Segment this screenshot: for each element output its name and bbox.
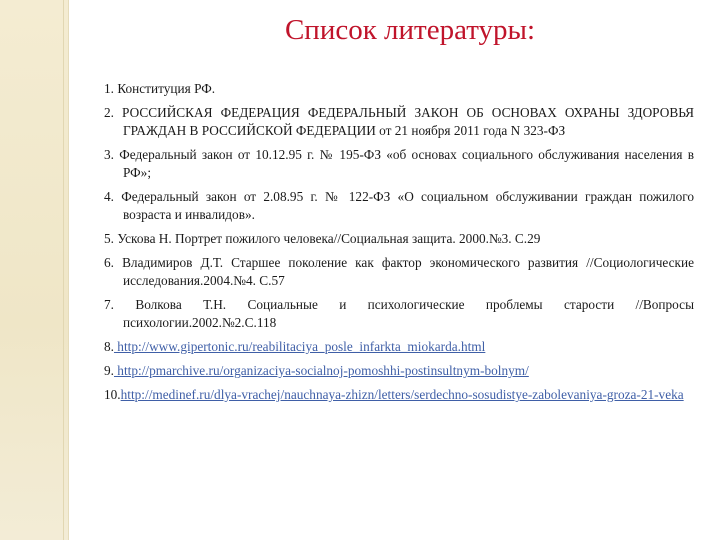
item-text: Ускова Н. Портрет пожилого человека//Социальная защита. 2000.№3. С.29 [117,231,541,246]
item-text: РОССИЙСКАЯ ФЕДЕРАЦИЯ ФЕДЕРАЛЬНЫЙ ЗАКОН ОБ ОСНОВАХ ОХРАНЫ ЗДОРОВЬЯ ГРАЖДАН В РОССИЙСКОЙ ФЕДЕРАЦИИ от 21 ноября 2011 года N 323-ФЗ [122,105,694,138]
list-item [104,362,694,380]
decorative-sidebar [0,0,69,540]
item-number: 1. [104,81,114,96]
reference-link[interactable]: http://medinef.ru/dlya-vrachej/nauchnaya-zhizn/letters/serdechno-sosudistye-zabolevaniya-groza-21-veka [120,387,684,402]
reference-link[interactable]: http://pmarchive.ru/organizaciya-socialnoj-pomoshhi-postinsultnym-bolnym/ [113,363,529,378]
item-number: 9. [104,363,114,378]
reference-list [104,80,694,410]
reference-link[interactable]: http://www.gipertonic.ru/reabilitaciya_posle_infarkta_miokarda.html [113,339,486,354]
item-number: 10. [104,387,121,402]
list-item [104,104,694,140]
item-number: 5. [104,231,114,246]
list-item [104,230,694,248]
item-number: 6. [104,255,114,270]
page-title: Список литературы: [284,14,536,46]
item-number: 3. [104,147,114,162]
item-number: 2. [104,105,114,120]
list-item [104,338,694,356]
list-item [104,254,694,290]
item-text: Владимиров Д.Т. Старшее поколение как фактор экономического развития //Социологические исследования.2004.№4. С.57 [122,255,694,288]
item-text: Волкова Т.Н. Социальные и психологические проблемы старости //Вопросы психологии.2002.№2.С.118 [123,297,694,330]
item-text: Конституция РФ. [117,81,216,96]
item-text: Федеральный закон от 2.08.95 г. № 122-ФЗ «О социальном обслуживании граждан пожилого возраста и инвалидов». [121,189,694,222]
item-number: 7. [104,297,114,312]
item-text: Федеральный закон от 10.12.95 г. № 195-ФЗ «об основах социального обслуживания населения в РФ»; [119,147,694,180]
item-number: 4. [104,189,114,204]
list-item [104,296,694,332]
item-number: 8. [104,339,114,354]
list-item [104,386,694,404]
list-item [104,188,694,224]
list-item [104,146,694,182]
list-item [104,80,694,98]
